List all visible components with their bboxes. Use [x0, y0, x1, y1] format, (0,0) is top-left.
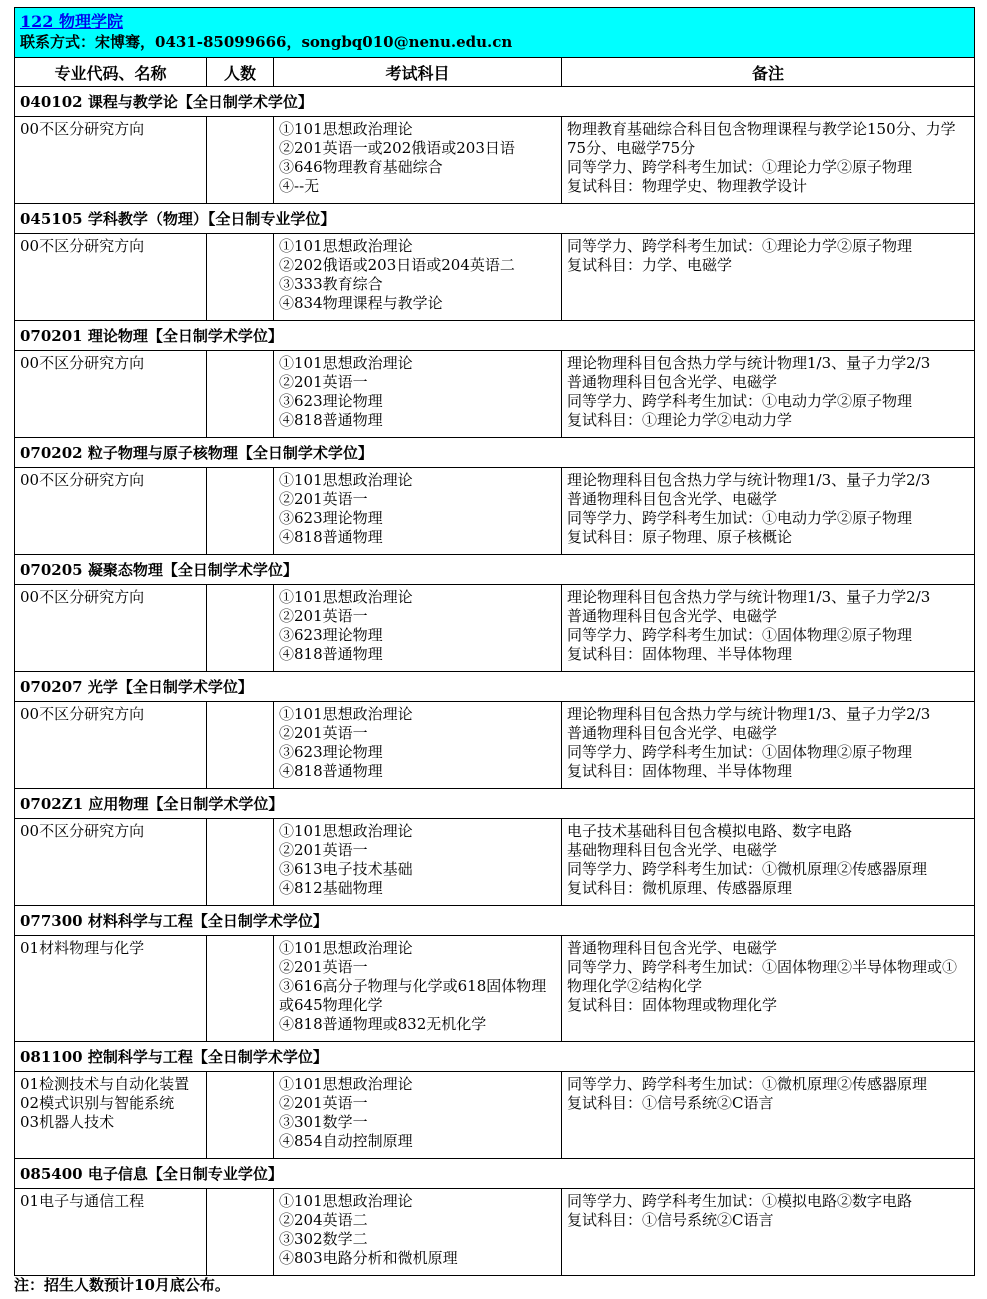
program-count — [207, 351, 274, 438]
program-subjects-line: ③623理论物理 — [279, 626, 383, 644]
program-title-row — [15, 321, 975, 351]
program-notes-line: 理论物理科目包含热力学与统计物理1/3、量子力学2/3 — [567, 588, 931, 606]
program-subjects-line: ②201英语一 — [279, 490, 368, 508]
program-count — [207, 1189, 274, 1276]
program-subjects-line: ④818普通物理 — [279, 528, 383, 546]
program-subjects-line: ②201英语一 — [279, 1094, 368, 1112]
program-directions-line: 00不区分研究方向 — [20, 237, 145, 255]
program-count — [207, 585, 274, 672]
program-subjects-line: ③613电子技术基础 — [279, 860, 413, 878]
program-subjects-line: ①101思想政治理论 — [279, 939, 413, 957]
program-subjects-line: ③333教育综合 — [279, 275, 383, 293]
column-header-notes: 备注 — [562, 58, 975, 87]
program-notes — [562, 819, 975, 906]
program-subjects-line: ③623理论物理 — [279, 509, 383, 527]
program-directions — [15, 117, 207, 204]
footnote: 注：招生人数预计10月底公布。 — [14, 1276, 230, 1294]
program-notes-line: 同等学力、跨学科考生加试：①固体物理②半导体物理或①物理化学②结构化学 — [567, 958, 958, 995]
program-detail-row — [15, 702, 975, 789]
program-subjects-line: ②202俄语或203日语或204英语二 — [279, 256, 515, 274]
program-detail-row — [15, 819, 975, 906]
program-title: 070207 光学【全日制学术学位】 — [15, 672, 975, 702]
program-subjects-line: ③302数学二 — [279, 1230, 368, 1248]
program-notes-line: 同等学力、跨学科考生加试：①微机原理②传感器原理 — [567, 1075, 928, 1093]
program-title-row — [15, 906, 975, 936]
program-notes-line: 同等学力、跨学科考生加试：①微机原理②传感器原理 — [567, 860, 928, 878]
program-subjects-line: ①101思想政治理论 — [279, 120, 413, 138]
program-notes — [562, 585, 975, 672]
program-notes-line: 普通物理科目包含光学、电磁学 — [567, 373, 778, 391]
program-title-row — [15, 789, 975, 819]
program-subjects — [274, 1189, 562, 1276]
program-subjects-line: ④854自动控制原理 — [279, 1132, 413, 1150]
program-subjects-line: ③301数学一 — [279, 1113, 368, 1131]
program-notes-line: 普通物理科目包含光学、电磁学 — [567, 724, 778, 742]
program-subjects-line: ③616高分子物理与化学或618固体物理或645物理化学 — [279, 977, 547, 1014]
program-subjects — [274, 585, 562, 672]
program-count — [207, 819, 274, 906]
program-subjects-line: ②201英语一 — [279, 841, 368, 859]
program-notes-line: 复试科目：物理学史、物理教学设计 — [567, 177, 808, 195]
program-subjects-line: ②201英语一 — [279, 724, 368, 742]
column-header-subjects: 考试科目 — [274, 58, 562, 87]
program-notes — [562, 936, 975, 1042]
program-title-row — [15, 1042, 975, 1072]
contact-info: 联系方式：宋博骞，0431-85099666，songbq010@nenu.edu.cn — [20, 33, 513, 51]
program-detail-row — [15, 351, 975, 438]
program-subjects-line: ③646物理教育基础综合 — [279, 158, 443, 176]
program-directions-line: 00不区分研究方向 — [20, 822, 145, 840]
program-notes-line: 复试科目：固体物理、半导体物理 — [567, 762, 793, 780]
program-subjects-line: ④818普通物理 — [279, 411, 383, 429]
program-subjects-line: ④818普通物理 — [279, 645, 383, 663]
program-subjects-line: ④812基础物理 — [279, 879, 383, 897]
program-notes — [562, 234, 975, 321]
program-subjects-line: ②201英语一 — [279, 607, 368, 625]
program-directions — [15, 468, 207, 555]
program-notes — [562, 1189, 975, 1276]
program-notes-line: 同等学力、跨学科考生加试：①理论力学②原子物理 — [567, 237, 913, 255]
program-title: 045105 学科教学（物理）【全日制专业学位】 — [15, 204, 975, 234]
admissions-table-wrapper — [14, 7, 974, 1276]
program-subjects-line: ①101思想政治理论 — [279, 471, 413, 489]
program-title: 070205 凝聚态物理【全日制学术学位】 — [15, 555, 975, 585]
program-detail-row — [15, 936, 975, 1042]
program-title-row — [15, 672, 975, 702]
program-subjects — [274, 234, 562, 321]
program-subjects — [274, 1072, 562, 1159]
program-title: 0702Z1 应用物理【全日制学术学位】 — [15, 789, 975, 819]
program-subjects-line: ①101思想政治理论 — [279, 237, 413, 255]
program-directions — [15, 702, 207, 789]
program-directions — [15, 351, 207, 438]
program-directions-line: 01材料物理与化学 — [20, 939, 145, 957]
admissions-table — [14, 7, 975, 1276]
program-directions — [15, 1189, 207, 1276]
program-notes-line: 复试科目：力学、电磁学 — [567, 256, 733, 274]
program-directions — [15, 936, 207, 1042]
program-title-row — [15, 1159, 975, 1189]
program-directions — [15, 234, 207, 321]
program-subjects — [274, 468, 562, 555]
program-title-row — [15, 438, 975, 468]
program-subjects-line: ④803电路分析和微机原理 — [279, 1249, 458, 1267]
program-notes-line: 复试科目：①信号系统②C语言 — [567, 1211, 774, 1229]
program-directions — [15, 819, 207, 906]
column-header-program: 专业代码、名称 — [15, 58, 207, 87]
college-header-row — [15, 8, 975, 58]
program-notes-line: 普通物理科目包含光学、电磁学 — [567, 490, 778, 508]
program-notes-line: 物理教育基础综合科目包含物理课程与教学论150分、力学75分、电磁学75分 — [567, 120, 956, 157]
program-directions-line: 00不区分研究方向 — [20, 120, 145, 138]
program-directions-line: 01电子与通信工程 — [20, 1192, 145, 1210]
program-title-row — [15, 87, 975, 117]
program-directions-line: 03机器人技术 — [20, 1113, 115, 1131]
program-notes-line: 复试科目：①理论力学②电动力学 — [567, 411, 793, 429]
program-subjects-line: ①101思想政治理论 — [279, 588, 413, 606]
program-notes-line: 基础物理科目包含光学、电磁学 — [567, 841, 778, 859]
program-detail-row — [15, 1072, 975, 1159]
program-title: 077300 材料科学与工程【全日制学术学位】 — [15, 906, 975, 936]
program-directions-line: 02模式识别与智能系统 — [20, 1094, 175, 1112]
college-link[interactable]: 122 物理学院 — [20, 12, 123, 31]
program-subjects-line: ④834物理课程与教学论 — [279, 294, 443, 312]
program-notes-line: 同等学力、跨学科考生加试：①模拟电路②数字电路 — [567, 1192, 913, 1210]
program-notes-line: 电子技术基础科目包含模拟电路、数字电路 — [567, 822, 853, 840]
program-directions-line: 00不区分研究方向 — [20, 705, 145, 723]
program-count — [207, 117, 274, 204]
program-notes-line: 复试科目：原子物理、原子核概论 — [567, 528, 793, 546]
program-subjects — [274, 351, 562, 438]
program-subjects-line: ①101思想政治理论 — [279, 705, 413, 723]
program-subjects-line: ②204英语二 — [279, 1211, 368, 1229]
program-title: 070202 粒子物理与原子核物理【全日制学术学位】 — [15, 438, 975, 468]
program-directions-line: 00不区分研究方向 — [20, 471, 145, 489]
program-notes-line: 理论物理科目包含热力学与统计物理1/3、量子力学2/3 — [567, 471, 931, 489]
program-title-row — [15, 204, 975, 234]
program-notes-line: 同等学力、跨学科考生加试：①固体物理②原子物理 — [567, 743, 913, 761]
program-title: 085400 电子信息【全日制专业学位】 — [15, 1159, 975, 1189]
program-detail-row — [15, 117, 975, 204]
program-detail-row — [15, 468, 975, 555]
column-header-count: 人数 — [207, 58, 274, 87]
program-directions — [15, 585, 207, 672]
program-subjects-line: ①101思想政治理论 — [279, 1075, 413, 1093]
program-subjects-line: ①101思想政治理论 — [279, 1192, 413, 1210]
program-notes-line: 复试科目：①信号系统②C语言 — [567, 1094, 774, 1112]
program-notes — [562, 351, 975, 438]
program-notes-line: 同等学力、跨学科考生加试：①电动力学②原子物理 — [567, 509, 913, 527]
program-count — [207, 468, 274, 555]
program-title: 040102 课程与教学论【全日制学术学位】 — [15, 87, 975, 117]
program-notes-line: 理论物理科目包含热力学与统计物理1/3、量子力学2/3 — [567, 354, 931, 372]
program-count — [207, 234, 274, 321]
program-notes-line: 理论物理科目包含热力学与统计物理1/3、量子力学2/3 — [567, 705, 931, 723]
program-notes — [562, 117, 975, 204]
column-header-row — [15, 58, 975, 87]
program-notes-line: 同等学力、跨学科考生加试：①固体物理②原子物理 — [567, 626, 913, 644]
program-title-row — [15, 555, 975, 585]
program-notes — [562, 468, 975, 555]
program-subjects — [274, 117, 562, 204]
program-subjects-line: ②201英语一或202俄语或203日语 — [279, 139, 515, 157]
program-notes — [562, 1072, 975, 1159]
program-subjects-line: ③623理论物理 — [279, 743, 383, 761]
program-directions-line: 00不区分研究方向 — [20, 588, 145, 606]
program-subjects-line: ④--无 — [279, 177, 320, 195]
program-directions — [15, 1072, 207, 1159]
program-notes-line: 同等学力、跨学科考生加试：①电动力学②原子物理 — [567, 392, 913, 410]
program-subjects-line: ④818普通物理或832无机化学 — [279, 1015, 487, 1033]
program-notes-line: 普通物理科目包含光学、电磁学 — [567, 939, 778, 957]
program-notes-line: 同等学力、跨学科考生加试：①理论力学②原子物理 — [567, 158, 913, 176]
program-notes-line: 普通物理科目包含光学、电磁学 — [567, 607, 778, 625]
program-subjects-line: ④818普通物理 — [279, 762, 383, 780]
program-title: 070201 理论物理【全日制学术学位】 — [15, 321, 975, 351]
program-subjects-line: ①101思想政治理论 — [279, 354, 413, 372]
program-subjects-line: ③623理论物理 — [279, 392, 383, 410]
program-notes-line: 复试科目：固体物理或物理化学 — [567, 996, 778, 1014]
program-notes-line: 复试科目：固体物理、半导体物理 — [567, 645, 793, 663]
program-subjects — [274, 702, 562, 789]
program-directions-line: 01检测技术与自动化装置 — [20, 1075, 190, 1093]
program-detail-row — [15, 234, 975, 321]
program-detail-row — [15, 1189, 975, 1276]
program-subjects-line: ①101思想政治理论 — [279, 822, 413, 840]
program-title: 081100 控制科学与工程【全日制学术学位】 — [15, 1042, 975, 1072]
program-notes-line: 复试科目：微机原理、传感器原理 — [567, 879, 793, 897]
program-detail-row — [15, 585, 975, 672]
program-subjects — [274, 936, 562, 1042]
program-notes — [562, 702, 975, 789]
program-count — [207, 936, 274, 1042]
program-subjects-line: ②201英语一 — [279, 373, 368, 391]
college-header — [15, 8, 975, 58]
program-count — [207, 702, 274, 789]
program-count — [207, 1072, 274, 1159]
program-subjects-line: ②201英语一 — [279, 958, 368, 976]
program-directions-line: 00不区分研究方向 — [20, 354, 145, 372]
program-subjects — [274, 819, 562, 906]
